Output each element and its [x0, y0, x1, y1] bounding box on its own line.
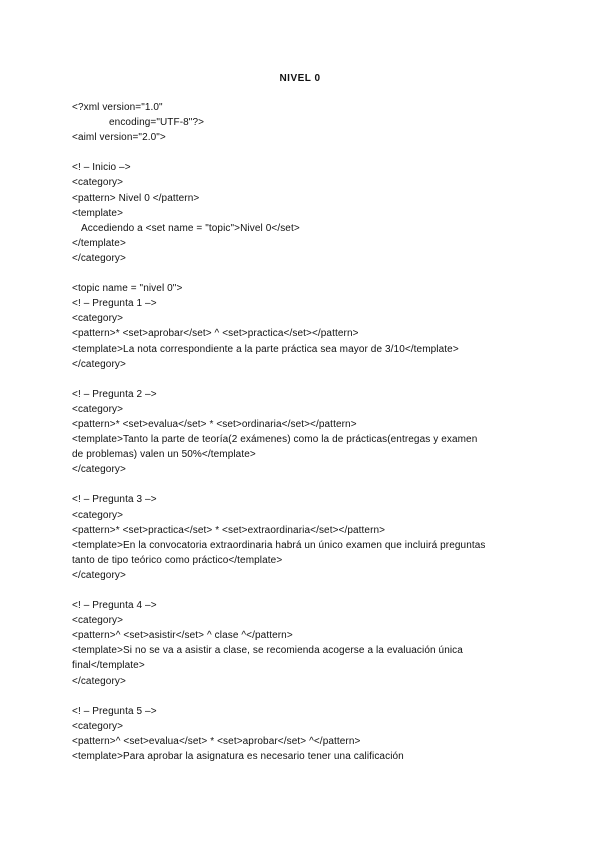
- inicio-comment: <! – Inicio –>: [72, 162, 131, 174]
- inicio-template-body: Accediendo a <set name = "topic">Nivel 0</set>: [81, 222, 300, 234]
- q4-category-close: </category>: [72, 675, 126, 687]
- inicio-pattern: <pattern> Nivel 0 </pattern>: [72, 192, 200, 204]
- q1-template: <template>La nota correspondiente a la parte práctica sea mayor de 3/10</template>: [72, 343, 459, 355]
- q4-template-line-2: final</template>: [72, 660, 145, 672]
- q3-comment: <! – Pregunta 3 –>: [72, 494, 157, 506]
- spacer: [72, 266, 532, 281]
- q5-comment: <! – Pregunta 5 –>: [72, 705, 157, 717]
- xml-declaration: <?xml version="1.0": [72, 102, 163, 113]
- q1-category-close: </category>: [72, 358, 126, 370]
- q2-template-line-2: de problemas) valen un 50%</template>: [72, 449, 256, 461]
- q1-pattern: <pattern>* <set>aprobar</set> ^ <set>practica</set></pattern>: [72, 328, 359, 340]
- inicio-template-close: </template>: [72, 237, 126, 249]
- aiml-open-tag: <aiml version="2.0">: [72, 132, 166, 144]
- q4-pattern: <pattern>^ <set>asistir</set> ^ clase ^</pattern>: [72, 630, 293, 642]
- q2-template-line-1: <template>Tanto la parte de teoría(2 exámenes) como la de prácticas(entregas y examen: [72, 434, 478, 446]
- inicio-template-open: <template>: [72, 207, 124, 219]
- spacer: [72, 477, 532, 492]
- q2-pattern: <pattern>* <set>evalua</set> * <set>ordinaria</set></pattern>: [72, 418, 357, 430]
- q4-category-open: <category>: [72, 615, 124, 627]
- q3-pattern: <pattern>* <set>practica</set> * <set>extraordinaria</set></pattern>: [72, 524, 386, 536]
- q3-category-open: <category>: [72, 509, 124, 521]
- q2-category-close: </category>: [72, 464, 126, 476]
- document-body: [72, 100, 532, 764]
- q2-comment: <! – Pregunta 2 –>: [72, 388, 157, 400]
- q2-category-open: <category>: [72, 403, 124, 415]
- q5-category-open: <category>: [72, 720, 124, 732]
- spacer: [72, 583, 532, 598]
- q1-comment: <! – Pregunta 1 –>: [72, 298, 157, 310]
- q4-comment: <! – Pregunta 4 –>: [72, 600, 157, 612]
- spacer: [72, 372, 532, 387]
- topic-open-tag: <topic name = "nivel 0">: [72, 283, 183, 295]
- spacer: [72, 689, 532, 704]
- inicio-category-open: <category>: [72, 177, 124, 189]
- q3-category-close: </category>: [72, 569, 126, 581]
- q3-template-line-1: <template>En la convocatoria extraordinaria habrá un único examen que incluirá preguntas: [72, 539, 486, 551]
- spacer: [72, 145, 532, 160]
- q4-template-line-1: <template>Si no se va a asistir a clase, se recomienda acogerse a la evaluación única: [72, 645, 463, 657]
- q5-pattern: <pattern>^ <set>evalua</set> * <set>aprobar</set> ^</pattern>: [72, 735, 361, 747]
- q3-template-line-2: tanto de tipo teórico como práctico</template>: [72, 554, 283, 566]
- q5-template-line-1: <template>Para aprobar la asignatura es necesario tener una calificación: [72, 751, 404, 763]
- document-title: NIVEL 0: [279, 73, 321, 84]
- xml-encoding: encoding="UTF-8"?>: [109, 117, 205, 129]
- q1-category-open: <category>: [72, 313, 124, 325]
- inicio-category-close: </category>: [72, 252, 126, 264]
